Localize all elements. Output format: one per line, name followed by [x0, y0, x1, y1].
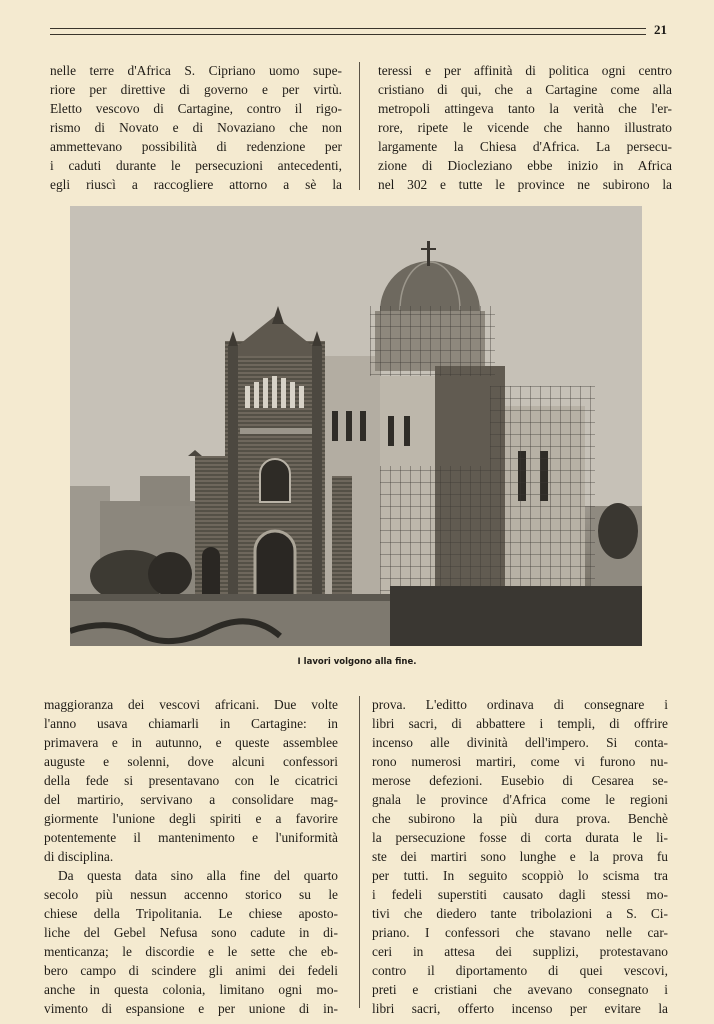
column-divider-bottom: [359, 696, 360, 1008]
text-line: prova. L'editto ordinava di consegnare i: [372, 697, 668, 712]
text-line: auguste e solenni, dove alcuni confessori: [44, 754, 338, 769]
text-line: rore, ripete le vicende che hanno illustrato: [378, 120, 672, 135]
text-line: merose defezioni. Eusebio di Cesarea se-: [372, 773, 668, 788]
text-line: nel 302 e tutte le province ne subirono la: [378, 177, 672, 192]
text-line: largamente la Chiesa d'Africa. La persecu-: [378, 139, 672, 154]
text-line: i fedeli superstiti causato dagli stessi mo-: [372, 887, 668, 902]
text-line: libri sacri, di abbattere i templi, di offrire: [372, 716, 668, 731]
text-line: anche in questa colonia, limitano ogni mo-: [44, 982, 338, 997]
text-line: libri sacri, offerto incenso per evitare la: [372, 1001, 668, 1016]
text-line: menticanza; le discordie e le sette che eb-: [44, 944, 338, 959]
text-line: per tutti. In seguito scoppiò lo scisma tra: [372, 868, 668, 883]
text-line: potentemente il mantenimento e l'uniformità: [44, 830, 338, 845]
text-line: rono numerosi martiri, come vi furono nu-: [372, 754, 668, 769]
photo-caption: I lavori volgono alla fine.: [297, 657, 417, 667]
text-line: vimento di espansione e per unione di in-: [44, 1001, 338, 1016]
text-line: zione di Diocleziano ebbe inizio in Africa: [378, 158, 672, 173]
text-line: la persecuzione fosse di corta durata le li-: [372, 830, 668, 845]
text-line: Eletto vescovo di Cartagine, contro il rigo-: [50, 101, 342, 116]
text-line: priano. I confessori che stavano nelle car-: [372, 925, 668, 940]
text-line: rismo di Novato e di Novaziano che non: [50, 120, 342, 135]
text-column-top-left: [50, 61, 342, 194]
text-line: chiese della Tripolitania. Le chiese aposto-: [44, 906, 338, 921]
text-line: gnala le province d'Africa come le regioni: [372, 792, 668, 807]
text-line: ceri in attesa dei supplizi, protestavano: [372, 944, 668, 959]
column-divider-top: [359, 62, 360, 190]
text-line: nelle terre d'Africa S. Cipriano uomo supe-: [50, 63, 342, 78]
text-line: cristiano di qui, che a Cartagine come alla: [378, 82, 672, 97]
text-line: teressi e per affinità di politica ogni centro: [378, 63, 672, 78]
text-line: giormente l'unione degli spiriti e a favorire: [44, 811, 338, 826]
cathedral-illustration-icon: [70, 206, 642, 646]
text-line: primavera e in autunno, e queste assemblee: [44, 735, 338, 750]
text-line: bero campo di scindere gli animi dei fedeli: [44, 963, 338, 978]
text-line: secolo più nessun accenno storico su le: [44, 887, 338, 902]
text-line: liche del Gebel Nefusa sono cadute in di-: [44, 925, 338, 940]
text-line: metropoli attingeva tanto la verità che l'er-: [378, 101, 672, 116]
text-line: l'anno usava chiamarli in Cartagine: in: [44, 716, 338, 731]
text-line: contro il diportamento di quei vescovi,: [372, 963, 668, 978]
text-line: riore per direttive di governo e per virtù.: [50, 82, 342, 97]
header-rule: [50, 28, 646, 35]
text-column-top-right: [378, 61, 672, 194]
cathedral-photo: [70, 206, 642, 646]
text-line: del martirio, servivano a consolidare mag-: [44, 792, 338, 807]
text-line: preti e cristiani che avevano consegnato i: [372, 982, 668, 997]
text-line: tivi che diedero tante tribolazioni a S. Ci-: [372, 906, 668, 921]
text-line: ammettevano possibilità di redenzione per: [50, 139, 342, 154]
page-number: 21: [654, 22, 667, 37]
text-line: ste dei martiri sono lunghe e la prova fu: [372, 849, 668, 864]
text-line: egli riuscì a raccogliere attorno a sè la: [50, 177, 342, 192]
text-line: Da questa data sino alla fine del quarto: [58, 868, 338, 883]
text-column-bottom-right: [372, 695, 668, 1018]
text-line: di disciplina.: [44, 849, 114, 864]
text-line: incenso alle divinità dell'impero. Si conta-: [372, 735, 668, 750]
text-line: maggioranza dei vescovi africani. Due volte: [44, 697, 338, 712]
text-column-bottom-left: [44, 695, 338, 1018]
text-line: della fede si presentavano con le cicatrici: [44, 773, 338, 788]
text-line: i caduti durante le persecuzioni antecedenti,: [50, 158, 342, 173]
text-line: che subirono la più dura prova. Benchè: [372, 811, 668, 826]
